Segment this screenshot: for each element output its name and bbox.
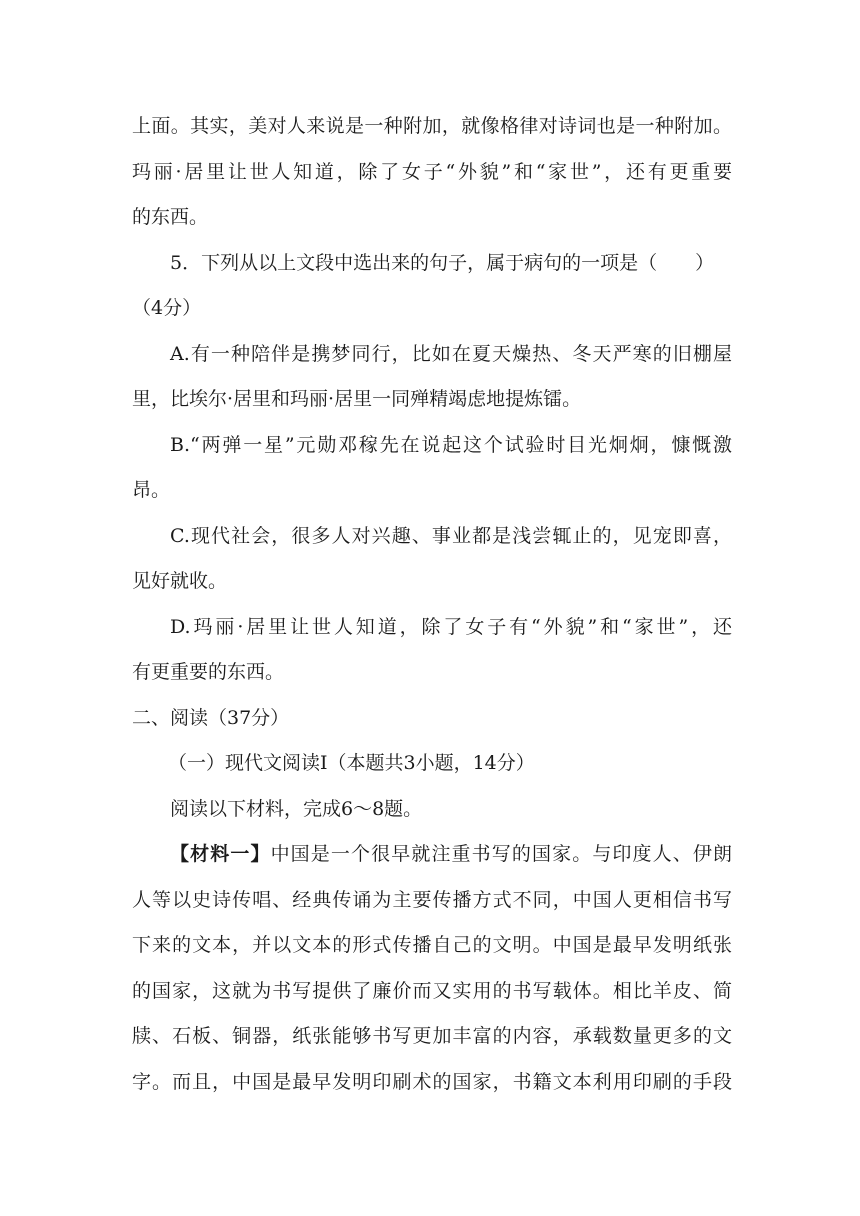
option-b-line: 昂。 xyxy=(132,479,171,501)
material-1-line: 牍、石板、铜器，纸张能够书写更加丰富的内容，承载数量更多的文 xyxy=(132,1025,732,1047)
material-1-line: 字。而且，中国是最早发明印刷术的国家，书籍文本利用印刷的手段 xyxy=(132,1070,732,1093)
option-d-line: 有更重要的东西。 xyxy=(132,661,285,683)
question-5-stem: 5．下列从以上文段中选出来的句子，属于病句的一项是（ ） xyxy=(170,251,715,274)
document-page xyxy=(132,104,732,1105)
material-1-line: 人等以史诗传唱、经典传诵为主要传播方式不同，中国人更相信书写 xyxy=(132,888,732,911)
material-1-line: 下来的文本，并以文本的形式传播自己的文明。中国是最早发明纸张 xyxy=(132,934,732,956)
material-1-line: 的国家，这就为书写提供了廉价而又实用的书写载体。相比羊皮、简 xyxy=(132,979,732,1002)
option-d-line: D.玛丽·居里让世人知道，除了女子有“外貌”和“家世”，还 xyxy=(170,615,732,638)
passage-line: 的东西。 xyxy=(132,206,209,228)
sub-section-heading: （一）现代文阅读Ⅰ（本题共3小题，14分） xyxy=(168,752,535,774)
material-1-label: 【材料一】 xyxy=(170,843,271,865)
option-a-line: 里，比埃尔·居里和玛丽·居里一同殚精竭虑地提炼镭。 xyxy=(132,388,582,410)
option-b-line: B.“两弹一星”元勋邓稼先在说起这个试验时目光炯炯，慷慨激 xyxy=(170,433,732,456)
option-a-line: A.有一种陪伴是携梦同行，比如在夏天燥热、冬天严寒的旧棚屋 xyxy=(170,342,732,365)
option-c-line: C.现代社会，很多人对兴趣、事业都是浅尝辄止的，见宠即喜， xyxy=(170,524,732,547)
material-1-text: 中国是一个很早就注重书写的国家。与印度人、伊朗 xyxy=(270,843,732,865)
passage-line: 上面。其实，美对人来说是一种附加，就像格律对诗词也是一种附加。 xyxy=(132,115,732,137)
material-1-first-line xyxy=(132,832,732,878)
passage-line: 玛丽·居里让世人知道，除了女子“外貌”和“家世”，还有更重要 xyxy=(132,160,732,183)
reading-instruction: 阅读以下材料，完成6～8题。 xyxy=(170,797,423,820)
section-heading: 二、阅读（37分） xyxy=(132,706,290,729)
option-c-line: 见好就收。 xyxy=(132,570,228,592)
question-5-score: （4分） xyxy=(132,297,202,319)
